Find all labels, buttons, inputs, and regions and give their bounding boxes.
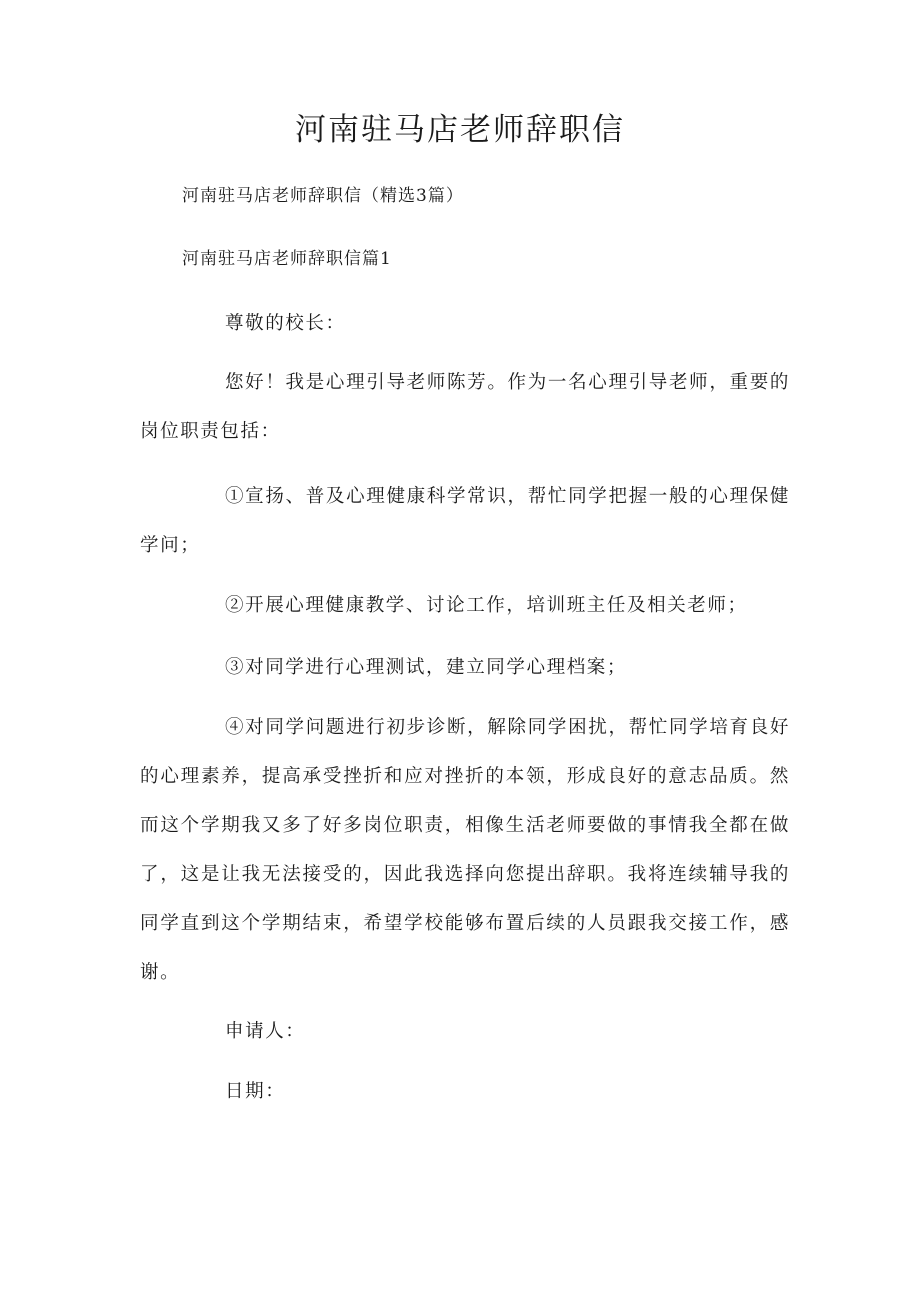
document-subtitle: 河南驻马店老师辞职信（精选3篇） — [182, 186, 464, 206]
paragraph-duty-1: ①宣扬、普及心理健康科学常识，帮忙同学把握一般的心理保健学问； — [140, 486, 790, 556]
date-label: 日期： — [225, 1081, 286, 1102]
paragraph-duty-3: ③对同学进行心理测试，建立同学心理档案； — [225, 657, 628, 678]
applicant-label: 申请人： — [225, 1021, 306, 1042]
document-title: 河南驻马店老师辞职信 — [295, 112, 625, 148]
paragraph-intro: 您好！我是心理引导老师陈芳。作为一名心理引导老师，重要的岗位职责包括： — [140, 372, 790, 442]
paragraph-duty-2: ②开展心理健康教学、讨论工作，培训班主任及相关老师； — [225, 595, 748, 616]
paragraph-duty-4: ④对同学问题进行初步诊断，解除同学困扰，帮忙同学培育良好的心理素养，提高承受挫折和应对挫折的本领，形成良好的意志品质。然而这个学期我又多了好多岗位职责，相像生活老师要做的事情我全都在做了，这是让我无法接受的，因此我选择向您提出辞职。我将连续辅导我的同学直到这个学期结束，希望学校能够布置后续的人员跟我交接工作，感谢。 — [140, 717, 790, 983]
salutation: 尊敬的校长： — [225, 313, 346, 334]
section-heading: 河南驻马店老师辞职信篇1 — [182, 249, 392, 269]
